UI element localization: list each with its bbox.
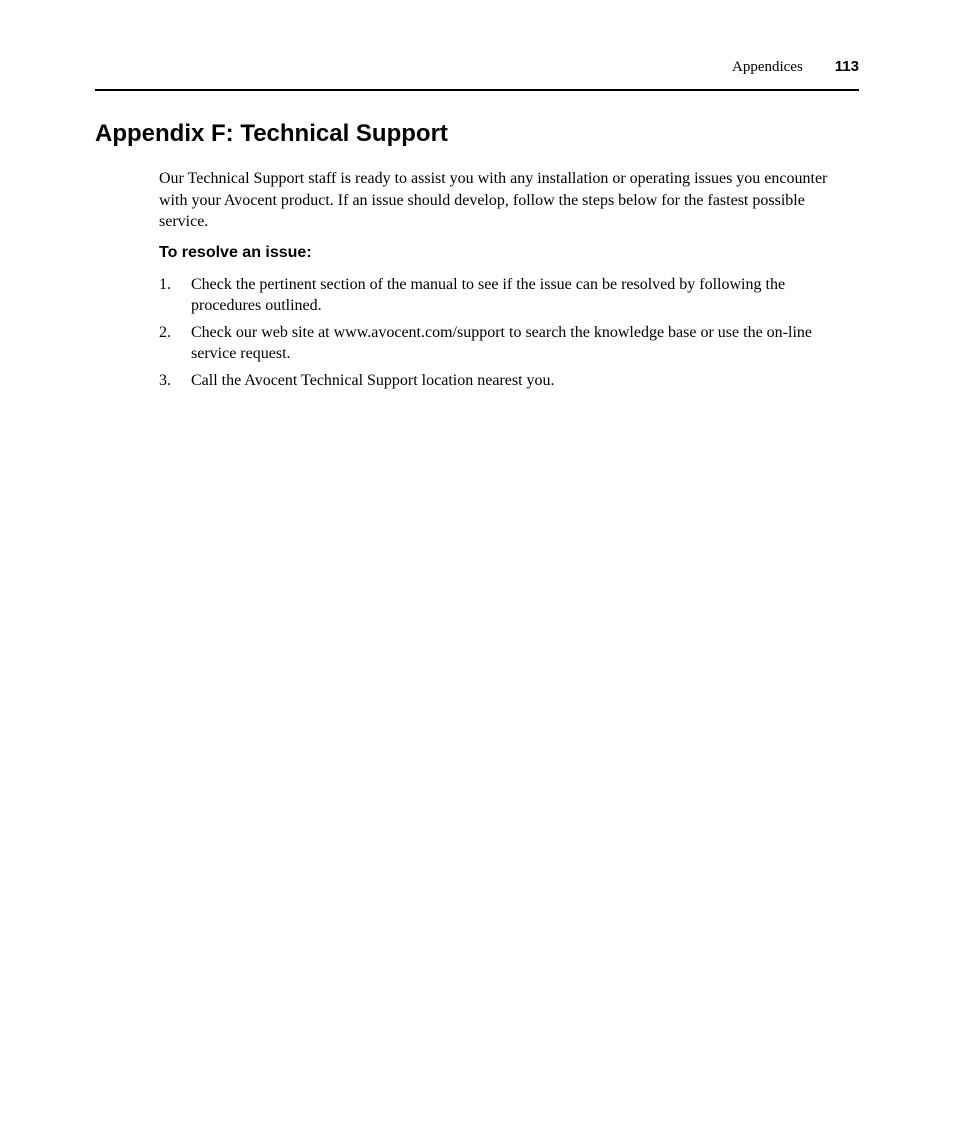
step-text: Check the pertinent section of the manual to see if the issue can be resolved by following the procedures outlined. [191, 275, 786, 314]
step-number: 1. [159, 275, 171, 293]
main-content [159, 168, 851, 396]
list-item [159, 274, 851, 317]
header-section-name: Appendices [731, 59, 803, 75]
procedure-heading: To resolve an issue: [159, 243, 312, 261]
step-number: 3. [159, 371, 171, 389]
intro-paragraph: Our Technical Support staff is ready to assist you with any installation or operating issues you encounter with your Avocent product. If an issue should develop, follow the steps below for the fastest possible service. [159, 170, 828, 230]
page-title: Appendix F: Technical Support [95, 120, 448, 147]
list-item [159, 322, 851, 365]
header-divider [95, 89, 859, 91]
list-item [159, 370, 851, 392]
step-text: Check our web site at www.avocent.com/support to search the knowledge base or use the on-line service request. [191, 323, 812, 362]
page-header [95, 58, 859, 80]
step-number: 2. [159, 323, 171, 341]
header-page-number: 113 [834, 58, 859, 75]
step-text: Call the Avocent Technical Support location nearest you. [191, 371, 555, 389]
steps-list [159, 274, 851, 392]
